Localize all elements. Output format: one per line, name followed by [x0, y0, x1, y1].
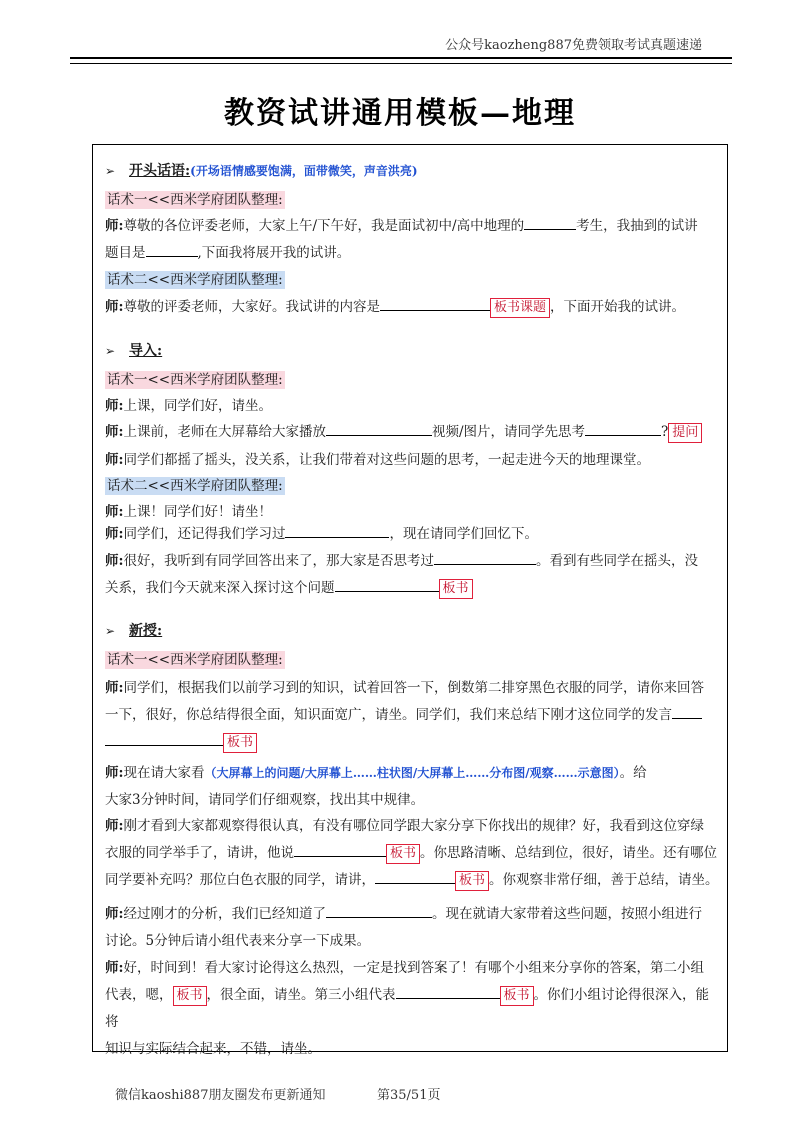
script-tag: 话术二<<西米学府团队整理:: [107, 272, 283, 288]
paragraph: 师:上课，同学们好，请坐。: [105, 398, 272, 414]
script-tag: 话术一<<西米学府团队整理:: [107, 372, 283, 388]
board-box: 板书: [500, 986, 534, 1006]
board-box: 板书: [223, 733, 257, 753]
section-opening-heading: [105, 160, 418, 180]
paragraph: 师:好，时间到！看大家讨论得这么热烈，一定是找到答案了！有哪个小组来分享你的答案，第二小组 代表，嗯， 板书 ，很全面，请坐。第三小组代表 板书 。你们小组讨论得很深入，能将 知识与实际结合起来，不错，请坐。: [105, 960, 710, 1057]
board-box: 板书: [173, 986, 207, 1006]
section-new-heading: [105, 620, 162, 640]
paragraph: 师:尊敬的各位评委老师，大家上午/下午好，我是面试初中/高中地理的 考生，我抽到的试讲 题目是 ,下面我将展开我的试讲。: [105, 213, 720, 267]
paragraph: 师:很好，我听到有同学回答出来了，那大家是否思考过 。看到有些同学在摇头，没 关系，我们今天就来深入探讨这个问题 板书: [105, 548, 720, 602]
section-intro-heading: [105, 340, 162, 360]
board-box: 板书: [386, 844, 420, 864]
board-box: 提问: [668, 423, 702, 443]
paragraph: 师:同学们，还记得我们学习过 ，现在请同学们回忆下。: [105, 521, 720, 548]
paragraph: 师:上课前，老师在大屏幕给大家播放 视频/图片，请同学先思考 ? 提问: [105, 419, 720, 446]
paragraph: 师:同学们都摇了摇头，没关系，让我们带着对这些问题的思考，一起走进今天的地理课堂。: [105, 452, 650, 468]
paragraph: 师:同学们，根据我们以前学习到的知识，试着回答一下，倒数第二排穿黑色衣服的同学，请你来回答 一下，很好，你总结得很全面，知识面宽广，请坐。同学们，我们来总结下刚才这位同学的发言 板书: [105, 675, 720, 756]
script-tag: 话术一<<西米学府团队整理:: [107, 192, 283, 208]
section-note: (开场语情感要饱满，面带微笑，声音洪亮): [190, 164, 418, 178]
section-title: 开头话语:: [129, 163, 191, 179]
bullet-arrow-icon: ➢: [105, 164, 116, 178]
bullet-arrow-icon: ➢: [105, 344, 116, 358]
board-box: 板书: [439, 579, 473, 599]
paragraph: 师:刚才看到大家都观察得很认真，有没有哪位同学跟大家分享下你找出的规律？好，我看到这位穿绿 衣服的同学举手了，请讲，他说 板书 。你思路清晰、总结到位，很好，请坐。还有哪位 同学要补充吗？那位白色衣服的同学，请讲， 板书 。你观察非常仔细，善于总结，请坐。: [105, 813, 720, 894]
script-tag: 话术二<<西米学府团队整理:: [107, 478, 283, 494]
page-number: 第35/51页: [377, 1088, 441, 1103]
script-tag: 话术一<<西米学府团队整理:: [107, 652, 283, 668]
bullet-arrow-icon: ➢: [105, 624, 116, 638]
paragraph: 师:现在请大家看（大屏幕上的问题/大屏幕上……柱状图/大屏幕上……分布图/观察……示意图）。给 大家3分钟时间，请同学们仔细观察，找出其中规律。: [105, 765, 647, 808]
document-title: 教资试讲通用模板—地理: [224, 96, 576, 131]
instruction-note: （大屏幕上的问题/大屏幕上……柱状图/大屏幕上……分布图/观察……示意图）: [204, 766, 620, 780]
board-box: 板书课题: [490, 298, 550, 318]
header-rule: [70, 57, 732, 64]
board-box: 板书: [455, 871, 489, 891]
header-note: 公众号kaozheng887免费领取考试真题速递: [445, 38, 702, 53]
paragraph: 师:尊敬的评委老师，大家好。我试讲的内容是 板书课题 ，下面开始我的试讲。: [105, 294, 720, 321]
speaker-label: 师:: [105, 218, 124, 234]
paragraph: 师:经过刚才的分析，我们已经知道了 。现在就请大家带着这些问题，按照小组进行 讨论。5分钟后请小组代表来分享一下成果。: [105, 901, 720, 955]
footer-note: 微信kaoshi887朋友圈发布更新通知: [115, 1088, 326, 1103]
section-title: 新授:: [129, 623, 163, 639]
section-title: 导入:: [129, 343, 163, 359]
paragraph: 师:上课！同学们好！请坐！: [105, 504, 272, 520]
